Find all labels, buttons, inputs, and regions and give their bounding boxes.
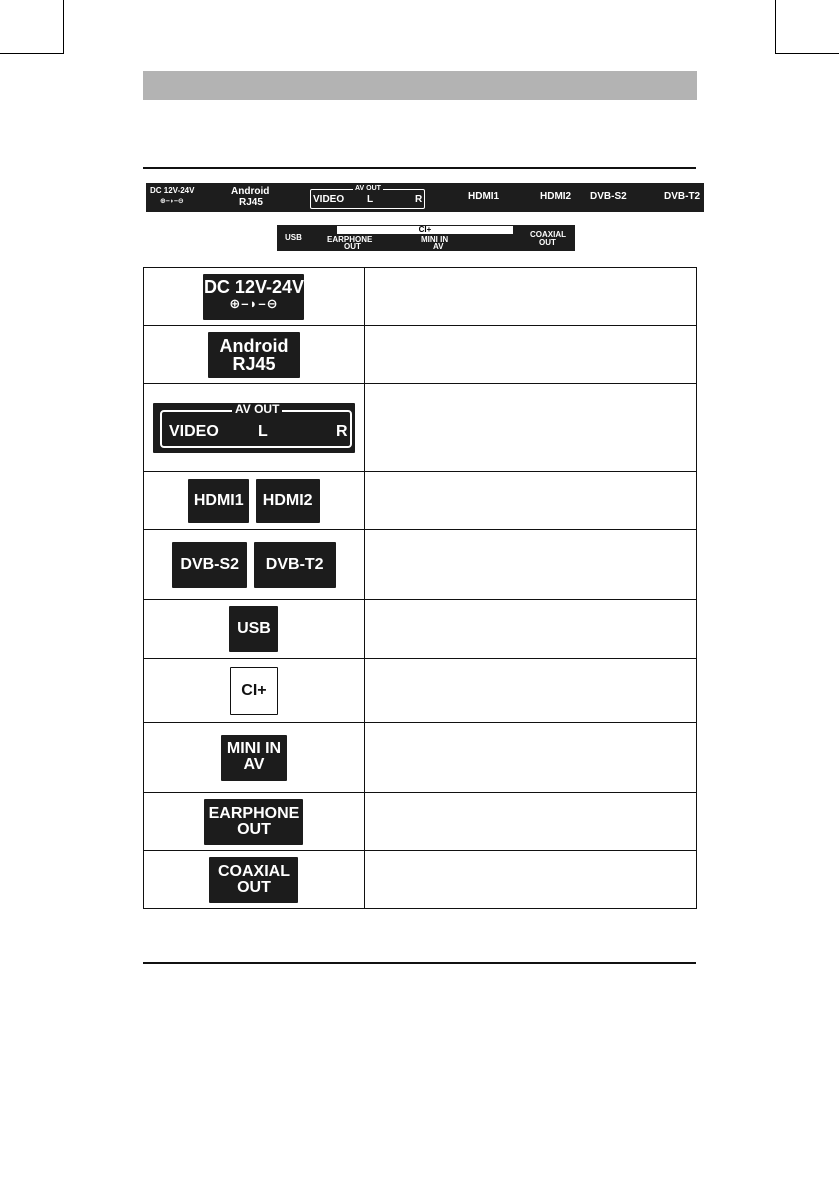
- port-icon-cell: [144, 600, 365, 659]
- port-icon-cell: [144, 326, 365, 384]
- av-out-title: AV OUT: [232, 403, 282, 415]
- top-rule: [143, 167, 696, 169]
- bottom-rule: [143, 962, 696, 964]
- hdmi1-port-label: HDMI1: [188, 479, 249, 523]
- port-icon-cell: [144, 384, 365, 472]
- dc-polarity-icon: ⊕–◗–⊖: [229, 295, 279, 311]
- dc-polarity-icon: ⊕–◗–⊖: [160, 198, 184, 205]
- mini-in-label-text: MINI IN: [226, 739, 282, 757]
- port-description-cell: [364, 600, 696, 659]
- port-icon-cell: [144, 268, 365, 326]
- ci-plus-slot-label: CI+: [230, 667, 278, 715]
- table-row: [144, 793, 697, 851]
- coaxial-out-label-text: OUT: [237, 878, 271, 896]
- table-row: [144, 530, 697, 600]
- table-row: [144, 600, 697, 659]
- rj45-label-text: RJ45: [232, 353, 276, 374]
- port-icon-cell: [144, 659, 365, 723]
- port-description-cell: [364, 326, 696, 384]
- earphone-out-label-text: OUT: [237, 820, 271, 838]
- port-description-cell: [364, 659, 696, 723]
- rear-panel-strip: [146, 183, 704, 212]
- panel-dvbt2-label: DVB-T2: [664, 191, 701, 202]
- earphone-label-text: EARPHONE: [208, 804, 300, 822]
- audio-left-label: L: [257, 422, 268, 440]
- panel-android-label: Android: [231, 186, 270, 197]
- port-icon-cell: [144, 530, 365, 600]
- port-description-cell: [364, 472, 696, 530]
- panel-dc-label: DC 12V-24V: [150, 186, 195, 195]
- panel-video-label: VIDEO: [313, 194, 345, 205]
- table-row: [144, 472, 697, 530]
- port-description-cell: [364, 793, 696, 851]
- table-row: [144, 659, 697, 723]
- port-description-cell: [364, 530, 696, 600]
- audio-right-label: R: [335, 422, 348, 440]
- panel-av-out-label: AV OUT: [355, 185, 381, 192]
- panel-l-label: L: [367, 194, 374, 205]
- panel-coaxial-out-label: OUT: [539, 238, 556, 247]
- port-description-table: [143, 267, 697, 909]
- dc-port-label: [203, 274, 304, 320]
- table-row: [144, 384, 697, 472]
- crop-mark-top-right-v: [775, 0, 776, 54]
- port-icon-cell: [144, 851, 365, 909]
- mini-in-av-port-label: [221, 735, 287, 781]
- dvbs2-port-label: DVB-S2: [172, 542, 247, 588]
- panel-coaxial-label: COAXIAL: [530, 230, 566, 239]
- panel-av-label: AV: [433, 242, 444, 251]
- port-description-cell: [364, 384, 696, 472]
- av-label-text: AV: [243, 755, 265, 773]
- panel-usb-label: USB: [285, 233, 302, 242]
- hdmi2-port-label: HDMI2: [256, 479, 320, 523]
- coaxial-label-text: COAXIAL: [217, 862, 290, 880]
- coaxial-out-port-label: [209, 857, 298, 903]
- panel-earphone-label: EARPHONE: [327, 235, 373, 244]
- table-row: [144, 723, 697, 793]
- table-row: [144, 851, 697, 909]
- av-out-port-label: [153, 403, 355, 453]
- port-description-cell: [364, 268, 696, 326]
- panel-r-label: R: [415, 194, 423, 205]
- panel-earphone-out-label: OUT: [344, 242, 361, 251]
- dvbt2-port-label: DVB-T2: [254, 542, 336, 588]
- section-header-band: [143, 71, 697, 100]
- earphone-out-port-label: [204, 799, 303, 845]
- panel-hdmi1-label: HDMI1: [468, 191, 500, 202]
- video-label-text: VIDEO: [168, 422, 219, 440]
- port-icon-cell: [144, 793, 365, 851]
- crop-mark-top-right: [775, 53, 839, 54]
- crop-mark-top-left-v: [63, 0, 64, 54]
- port-icon-cell: [144, 472, 365, 530]
- port-description-cell: [364, 851, 696, 909]
- av-out-frame: [160, 401, 352, 448]
- side-panel-strip: [277, 225, 575, 251]
- android-label-text: Android: [219, 335, 289, 356]
- panel-rj45-label: RJ45: [239, 197, 263, 208]
- usb-port-label: USB: [229, 606, 278, 652]
- port-icon-cell: [144, 723, 365, 793]
- panel-hdmi2-label: HDMI2: [540, 191, 572, 202]
- panel-av-out-group: [310, 185, 425, 209]
- dc-label-text: DC 12V-24V: [203, 276, 304, 297]
- port-description-cell: [364, 723, 696, 793]
- crop-mark-top-left: [0, 53, 64, 54]
- panel-dvbs2-label: DVB-S2: [590, 191, 627, 202]
- panel-mini-in-label: MINI IN: [421, 235, 449, 244]
- table-row: [144, 326, 697, 384]
- table-row: [144, 268, 697, 326]
- panel-ci-slot: CI+: [337, 226, 513, 234]
- android-rj45-port-label: [208, 332, 300, 378]
